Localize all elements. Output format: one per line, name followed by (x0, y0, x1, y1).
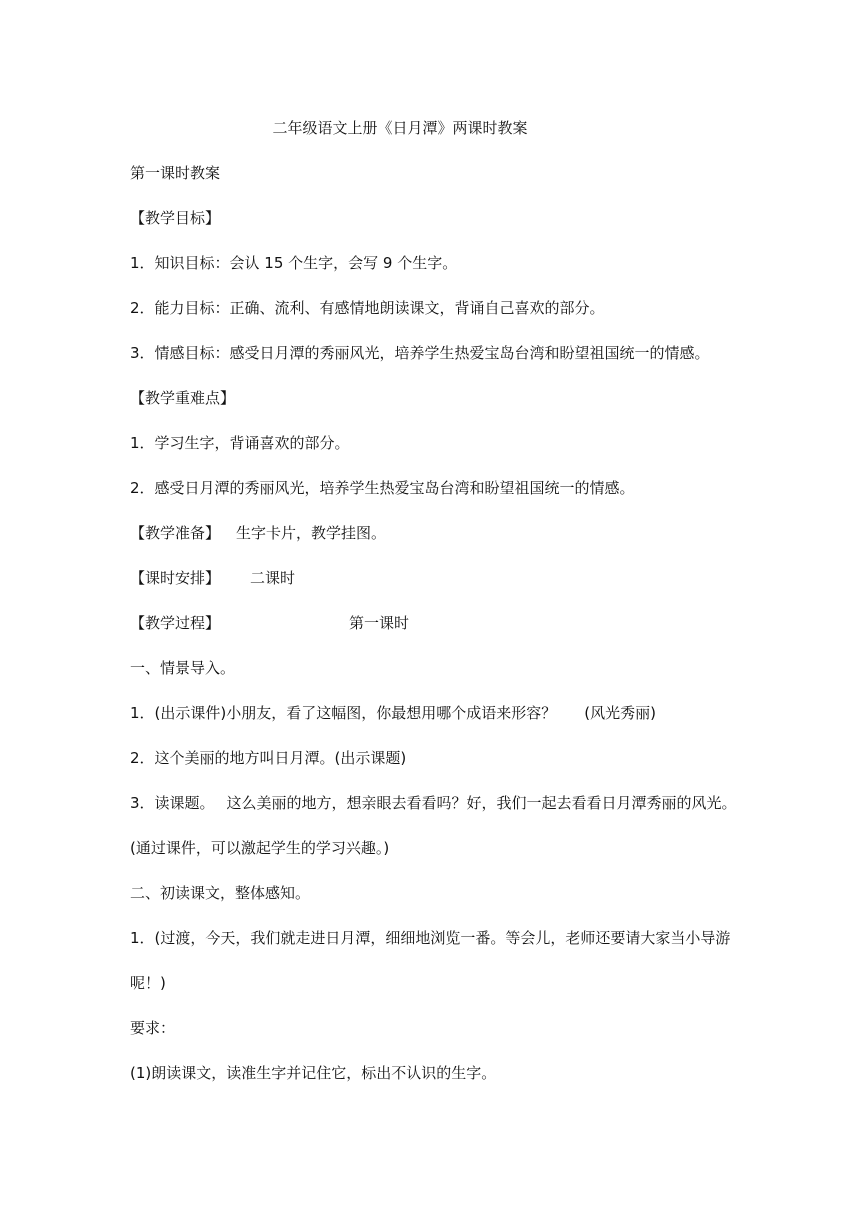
prep-text: 生字卡片，教学挂图。 (236, 524, 387, 542)
section-title: 第一课时教案 (130, 164, 221, 182)
key-point-item-1: 1．学习生字，背诵喜欢的部分。 (130, 434, 350, 452)
process-heading: 【教学过程】 (130, 614, 221, 632)
part2-heading: 二、初读课文，整体感知。 (130, 884, 311, 902)
part1-item-2: 2．这个美丽的地方叫日月潭。(出示课题) (130, 749, 407, 767)
schedule-text: 二课时 (250, 569, 296, 587)
schedule-line (130, 568, 295, 588)
prep-heading: 【教学准备】 (130, 524, 221, 542)
part1-item-1-text: 1．(出示课件)小朋友，看了这幅图，你最想用哪个成语来形容？ (130, 704, 557, 722)
part1-heading: 一、情景导入。 (130, 659, 236, 677)
part1-item-1 (130, 703, 656, 723)
part2-item-1-line-1: 1．(过渡，今天，我们就走进日月潭，细细地浏览一番。等会儿，老师还要请大家当小导游 (130, 929, 731, 947)
goal-item-2: 2．能力目标：正确、流利、有感情地朗读课文，背诵自己喜欢的部分。 (130, 299, 605, 317)
goal-item-1: 1．知识目标：会认 15 个生字，会写 9 个生字。 (130, 254, 458, 272)
part1-item-3-tail: 这么美丽的地方，想亲眼去看看吗？好，我们一起去看看日月潭秀丽的风光。 (226, 794, 737, 812)
part2-item-1-line-2: 呢！) (130, 974, 166, 992)
requirements-label: 要求： (130, 1019, 176, 1037)
process-line (130, 613, 409, 633)
goals-heading: 【教学目标】 (130, 209, 221, 227)
schedule-heading: 【课时安排】 (130, 569, 221, 587)
key-point-item-2: 2．感受日月潭的秀丽风光，培养学生热爱宝岛台湾和盼望祖国统一的情感。 (130, 479, 635, 497)
document-title: 二年级语文上册《日月潭》两课时教案 (272, 119, 528, 137)
requirement-item-1: (1)朗读课文，读准生字并记住它，标出不认识的生字。 (130, 1064, 497, 1082)
key-points-heading: 【教学重难点】 (130, 389, 236, 407)
goal-item-3: 3．情感目标：感受日月潭的秀丽风光，培养学生热爱宝岛台湾和盼望祖国统一的情感。 (130, 344, 710, 362)
part1-note: (通过课件，可以激起学生的学习兴趣。) (130, 839, 390, 857)
part1-item-3 (130, 793, 737, 813)
process-period: 第一课时 (349, 614, 410, 632)
part1-item-1-answer: (风光秀丽) (584, 704, 656, 722)
prep-line (130, 523, 386, 543)
part1-item-3-text: 3．读课题。 (130, 794, 215, 812)
